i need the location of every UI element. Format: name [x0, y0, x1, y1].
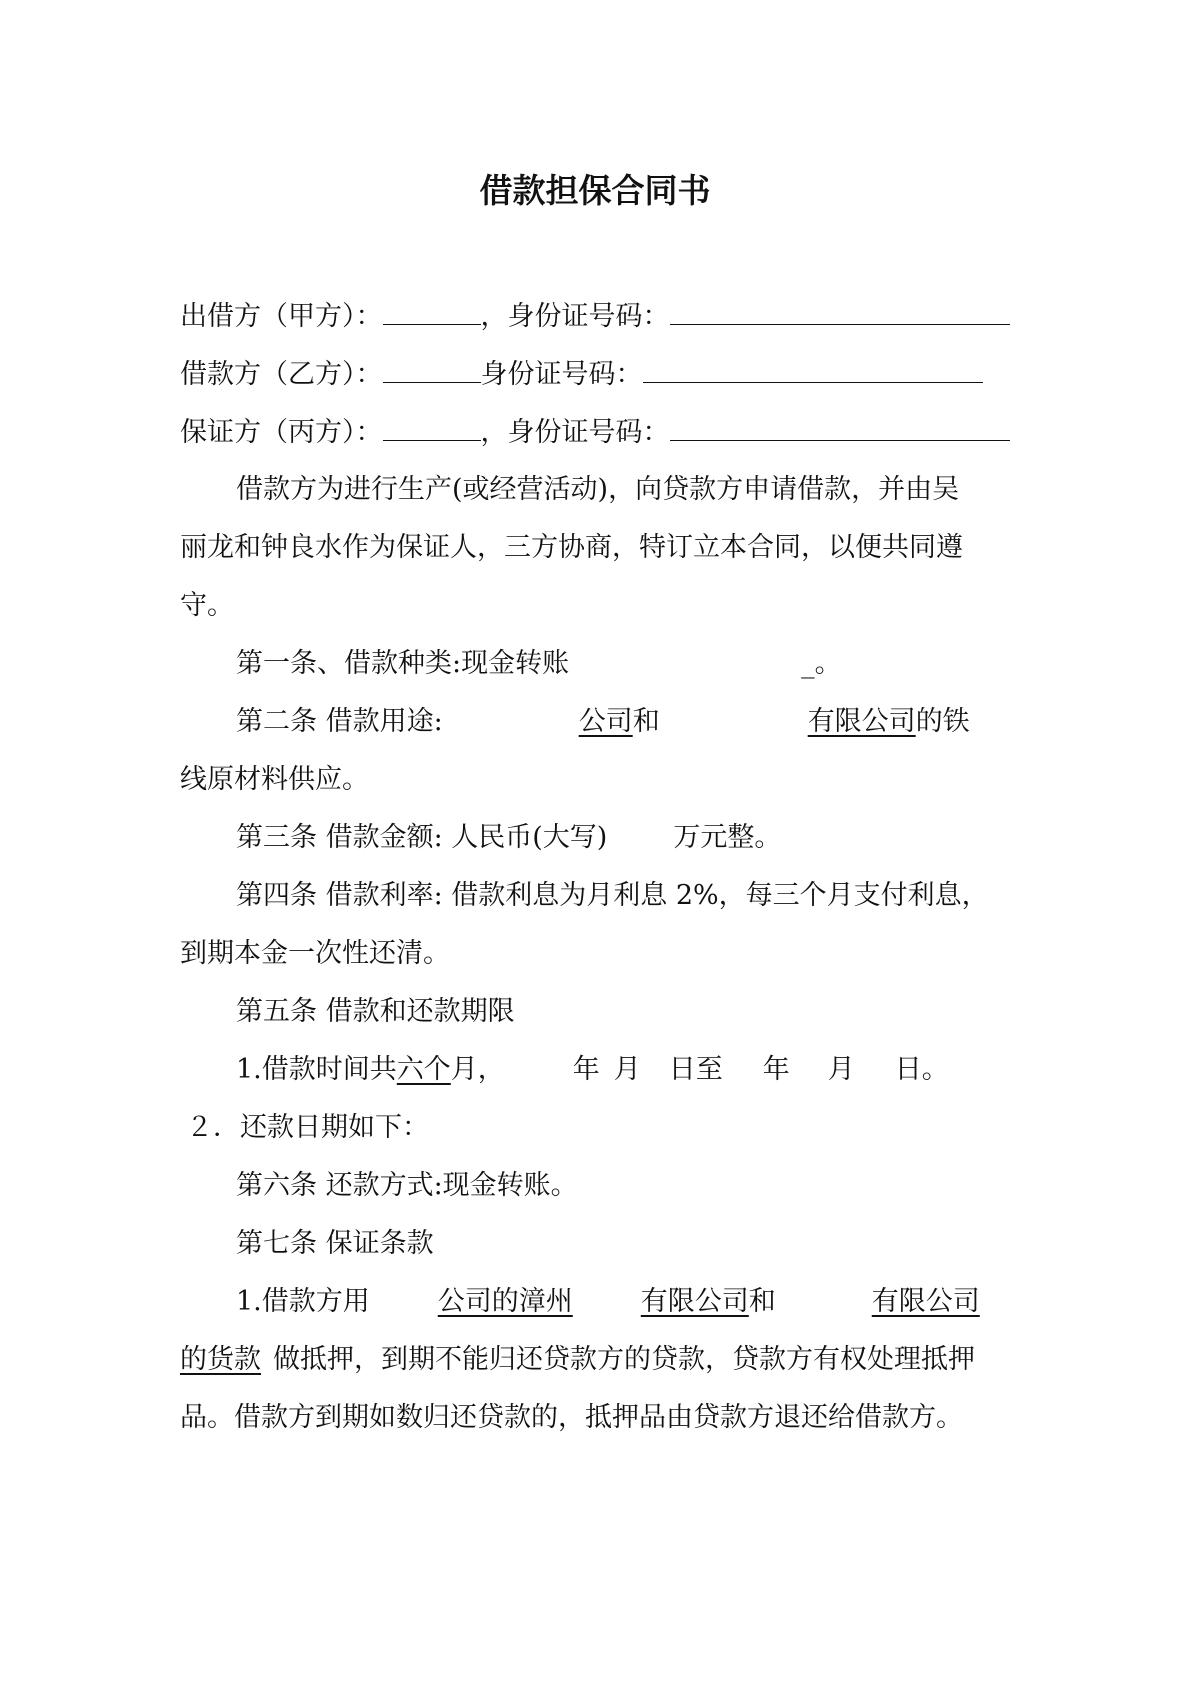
article-4-line-2: 到期本金一次性还清。 — [180, 938, 450, 969]
guarantor-line — [180, 412, 1010, 453]
article-2-line-1 — [236, 702, 970, 742]
lender-id-label: 身份证号码： — [507, 301, 670, 332]
guarantor-comma: ， — [480, 417, 508, 448]
article-7-collateral-2[interactable]: 有限公司 — [871, 1286, 980, 1317]
article-2-and: 和 — [632, 706, 660, 737]
lender-comma: ， — [480, 301, 508, 332]
article-4-line-1: 第四条 借款利率: 借款利息为月利息 2%，每三个月支付利息， — [236, 880, 989, 911]
article-5-month-1: 月 — [613, 1054, 641, 1085]
article-7-and: 和 — [748, 1286, 776, 1317]
article-5-year-1: 年 — [572, 1054, 600, 1085]
borrower-line — [180, 354, 983, 395]
article-1-tail: _。 — [801, 648, 842, 679]
lender-name-blank[interactable] — [383, 296, 481, 325]
article-2-company-1[interactable]: 公司 — [578, 706, 633, 737]
article-5-month-2: 月 — [827, 1054, 855, 1085]
article-5-item-1-prefix: 1.借款时间共 — [236, 1054, 397, 1085]
article-5-item-1 — [236, 1050, 949, 1090]
article-7-line-2-rest: 做抵押，到期不能归还贷款方的贷款，贷款方有权处理抵押 — [273, 1344, 975, 1375]
article-1 — [236, 644, 842, 684]
article-7-line-3: 品。借款方到期如数归还贷款的，抵押品由贷款方退还给借款方。 — [180, 1402, 963, 1433]
guarantor-id-label: 身份证号码： — [507, 417, 670, 448]
article-3-tail: 万元整。 — [673, 822, 782, 853]
guarantor-id-blank[interactable] — [670, 412, 1010, 441]
article-7-goods: 的货款 — [180, 1344, 261, 1375]
guarantor-name-blank[interactable] — [383, 412, 481, 441]
article-7-item-1-prefix: 1.借款方用 — [236, 1286, 370, 1317]
article-5-months: 六个 — [396, 1054, 451, 1085]
article-3-text: 第三条 借款金额: 人民币(大写) — [236, 822, 608, 853]
guarantor-label: 保证方（丙方）： — [180, 417, 383, 448]
intro-line-2: 丽龙和钟良水作为保证人，三方协商，特订立本合同，以便共同遵 — [180, 532, 963, 563]
article-2-company-2[interactable]: 有限公司 — [807, 706, 916, 737]
lender-id-blank[interactable] — [670, 296, 1010, 325]
article-7-item-1 — [236, 1282, 980, 1322]
borrower-id-blank[interactable] — [643, 354, 983, 383]
article-7-line-2 — [180, 1340, 975, 1380]
article-7-heading: 第七条 保证条款 — [236, 1228, 434, 1259]
intro-line-3: 守。 — [180, 590, 234, 621]
article-5-day-2: 日。 — [894, 1054, 949, 1085]
borrower-label: 借款方（乙方）： — [180, 359, 383, 390]
borrower-name-blank[interactable] — [383, 354, 481, 383]
article-6: 第六条 还款方式:现金转账。 — [236, 1170, 578, 1201]
article-5-day-1: 日至 — [668, 1054, 723, 1085]
article-2-line-2: 线原材料供应。 — [180, 764, 369, 795]
borrower-id-label: 身份证号码： — [480, 359, 643, 390]
intro-line-1: 借款方为进行生产(或经营活动)，向贷款方申请借款，并由吴 — [236, 474, 960, 505]
article-5-item-1-suffix: 月， — [450, 1054, 505, 1085]
article-5-heading: 第五条 借款和还款期限 — [236, 996, 515, 1027]
article-3 — [236, 818, 781, 858]
article-2-prefix: 第二条 借款用途: — [236, 706, 443, 737]
lender-line — [180, 296, 1010, 337]
lender-label: 出借方（甲方）： — [180, 301, 383, 332]
article-7-collateral-1[interactable]: 公司的漳州 有限公司 — [437, 1286, 749, 1317]
article-1-text: 第一条、借款种类:现金转账 — [236, 648, 570, 679]
article-5-item-2: ２．还款日期如下： — [186, 1112, 429, 1143]
article-5-year-2: 年 — [762, 1054, 790, 1085]
document-title: 借款担保合同书 — [479, 171, 711, 210]
article-2-suffix: 的铁 — [915, 706, 970, 737]
